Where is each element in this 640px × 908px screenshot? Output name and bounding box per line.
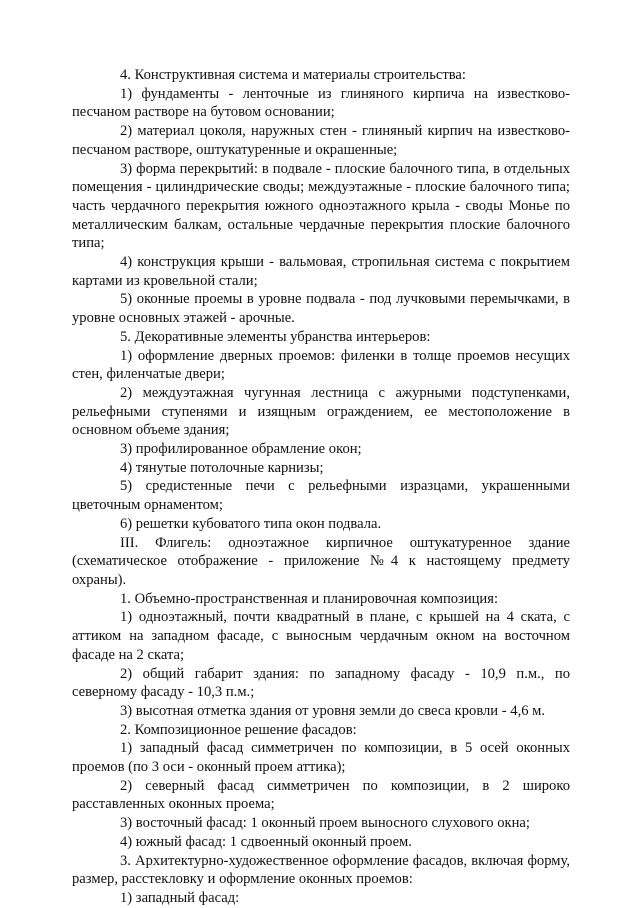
list-item: 3) форма перекрытий: в подвале - плоские балочного типа, в отдельных помещения - цилиндрические своды; междуэтажные - плоские балочного типа; часть чердачного перекрытия южного одноэтажного крыла - своды Монье по металлическим балкам, остальные чердачные перекрытия плоские балочного типа; xyxy=(72,160,570,252)
list-item: 3) высотная отметка здания от уровня земли до свеса кровли - 4,6 м. xyxy=(120,702,546,719)
list-item: 2) междуэтажная чугунная лестница с ажурными подступенками, рельефными ступенями и изящным ограждением, ее местоположение в основном объеме здания; xyxy=(72,384,570,439)
list-item: 3) профилированное обрамление окон; xyxy=(120,441,362,458)
list-item: 3) восточный фасад: 1 оконный проем выносного слухового окна; xyxy=(120,815,530,832)
list-item: 5) средистенные печи с рельефными изразцами, украшенными цветочным орнаментом; xyxy=(72,478,570,514)
list-item: 6) решетки кубоватого типа окон подвала. xyxy=(120,515,382,532)
list-item: 4) тянутые потолочные карнизы; xyxy=(120,459,324,476)
list-item: 2) северный фасад симметричен по композиции, в 2 широко расставленных оконных проема; xyxy=(72,777,570,813)
list-item: 2) материал цоколя, наружных стен - глиняный кирпич на известково-песчаном растворе, оштукатуренные и окрашенные; xyxy=(72,123,570,158)
list-item: 1) западный фасад: xyxy=(120,889,240,906)
section-heading: 2. Композиционное решение фасадов: xyxy=(120,721,357,738)
document-body xyxy=(72,66,570,908)
section-heading: 3. Архитектурно-художественное оформление фасадов, включая форму, размер, расстекловку и оформление оконных проемов: xyxy=(72,852,570,888)
list-item: 1) оформление дверных проемов: филенки в толще проемов несущих стен, филенчатые двери; xyxy=(72,347,570,383)
list-item: 2) общий габарит здания: по западному фасаду - 10,9 п.м., по северному фасаду - 10,3 п.м.; xyxy=(72,665,570,701)
list-item: 1) одноэтажный, почти квадратный в плане, с крышей на 4 ската, с аттиком на западном фасаде, с выносным чердачным окном на восточном фасаде на 2 ската; xyxy=(72,609,570,663)
list-item: 5) оконные проемы в уровне подвала - под лучковыми перемычками, в уровне основных этажей - арочные. xyxy=(72,291,570,327)
section-heading: 5. Декоративные элементы убранства интерьеров: xyxy=(120,328,431,345)
part-heading: III. Флигель: одноэтажное кирпичное оштукатуренное здание (схематическое отображение - приложение №4 к настоящему предмету охраны). xyxy=(72,534,570,588)
list-item: 1) фундаменты - ленточные из глиняного кирпича на известково-песчаном растворе на бутовом основании; xyxy=(72,85,570,121)
section-heading: 4. Конструктивная система и материалы строительства: xyxy=(120,67,466,83)
list-item: 4) южный фасад: 1 сдвоенный оконный проем. xyxy=(120,833,412,850)
list-item: 4) конструкция крыши - вальмовая, стропильная система с покрытием картами из кровельной стали; xyxy=(72,254,570,289)
section-heading: 1. Объемно-пространственная и планировочная композиция: xyxy=(120,590,499,607)
list-item: 1) западный фасад симметричен по композиции, в 5 осей оконных проемов (по 3 оси - оконный проем аттика); xyxy=(72,740,570,776)
